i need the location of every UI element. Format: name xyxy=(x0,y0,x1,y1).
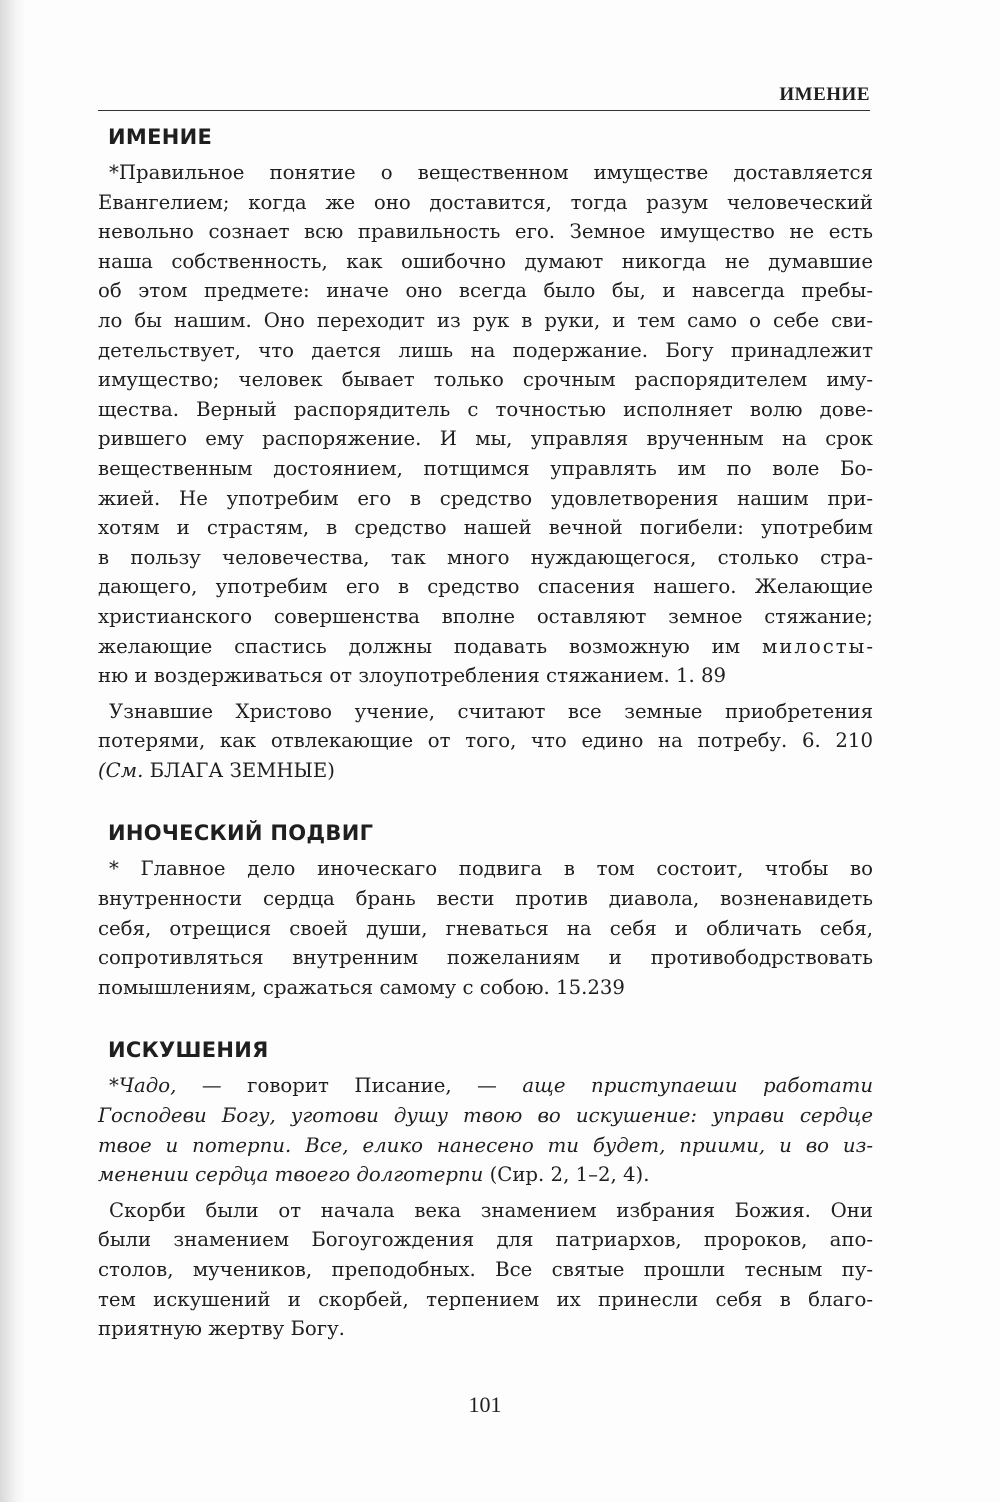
section-heading-inocheskiy-podvig: ИНОЧЕСКИЙ ПОДВИГ xyxy=(108,821,374,846)
text-line xyxy=(98,632,873,662)
text-line: детельствует, что дается лишь на подержание. Богу принадлежит xyxy=(98,338,873,362)
text-line: столов, мучеников, преподобных. Все святые прошли тесным пу- xyxy=(98,1258,873,1281)
text-line: щества. Верный распорядитель с точностью исполняет волю дове- xyxy=(98,397,873,421)
paragraph-inocheskiy-podvig xyxy=(98,854,873,1002)
text-line: в пользу человечества, так много нуждающегося, столько стра- xyxy=(98,545,873,569)
paragraph-imenie-1 xyxy=(98,158,873,691)
page-number-text: 101 xyxy=(468,1392,502,1417)
text-line: хотям и страстям, в средство нашей вечной погибели: употребим xyxy=(98,516,873,540)
text-line: тем искушений и скорбей, терпением их принесли себя в благо- xyxy=(98,1287,873,1311)
quote-text: аще приступаеши работати xyxy=(522,1074,873,1098)
scripture-quote xyxy=(98,1071,873,1189)
section-heading-iskusheniya: ИСКУШЕНИЯ xyxy=(108,1038,269,1063)
text-line: себя, отрещися своей души, гневаться на себя и обличать себя, xyxy=(98,916,873,940)
text-line xyxy=(98,1071,873,1101)
text-line: наша собственность, как ошибочно думают никогда не думавшие xyxy=(98,249,873,273)
text-line: рившего ему распоряжение. И мы, управляя врученным на срок xyxy=(98,427,873,451)
text-line: Узнавшие Христово учение, считают все земные приобретения xyxy=(109,699,873,723)
see-also-prefix: (См. xyxy=(98,758,144,782)
paragraph-iskusheniya-2 xyxy=(98,1196,873,1344)
text-line: *Правильное понятие о вещественном имуществе доставляется xyxy=(109,161,873,184)
text-line: вещественным достоянием, потщимся управлять им по воле Бо- xyxy=(98,456,873,480)
text-line: приятную жертву Богу. xyxy=(98,1317,345,1341)
text-line: * Главное дело иноческаго подвига в том состоит, чтобы во xyxy=(109,857,873,881)
page-number xyxy=(0,1392,1000,1418)
quote-text: менении сердца твоего долготерпи xyxy=(98,1163,484,1187)
paragraph-imenie-2 xyxy=(98,697,873,786)
text-line: Скорби были от начала века знамением избрания Божия. Они xyxy=(109,1198,873,1222)
text-line: помышлениям, сражаться самому с собою. 15.239 xyxy=(98,975,625,999)
text-segment: желающие спастись должны подавать возможную им xyxy=(98,634,741,658)
text-line: дающего, употребим его в средство спасения нашего. Желающие xyxy=(98,575,873,599)
text-line: сопротивляться внутренним пожеланиям и противободрствовать xyxy=(98,946,873,970)
text-line: об этом предмете: иначе оно всегда было бы, и навсегда пребы- xyxy=(98,279,873,303)
scripture-reference: (Сир. 2, 1–2, 4). xyxy=(483,1163,650,1187)
text-line: имущество; человек бывает только срочным распорядителем иму- xyxy=(98,368,873,392)
section-heading-imenie: ИМЕНИЕ xyxy=(108,125,213,149)
text-line: Господеви Богу, уготови душу твою во искушение: управи сердце xyxy=(98,1104,873,1128)
running-head: ИМЕНИЕ xyxy=(98,80,870,111)
text-line: внутренности сердца брань вести против диавола, возненавидеть xyxy=(98,887,873,911)
hyphen: - xyxy=(866,634,873,658)
text-line: твое и потерпи. Все, елико нанесено ти будет, приими, и во из- xyxy=(98,1133,873,1157)
see-also-target: БЛАГА ЗЕМНЫЕ) xyxy=(143,758,335,782)
text-line xyxy=(98,1160,873,1190)
text-line: были знамением Богоугождения для патриархов, пророков, апо- xyxy=(98,1228,873,1252)
quote-word-chado: Чадо, xyxy=(118,1074,177,1098)
asterisk: * xyxy=(109,1074,119,1098)
text-line: христианского совершенства вполне оставляют земное стяжание; xyxy=(98,604,873,628)
text-line: ню и воздерживаться от злоупотребления стяжанием. 1. 89 xyxy=(98,664,727,688)
see-also-reference xyxy=(98,756,873,786)
page-content xyxy=(98,116,873,1344)
spaced-word: милосты xyxy=(761,634,867,658)
text-line: невольно сознает всю правильность его. Земное имущество не есть xyxy=(98,220,873,244)
binding-shadow xyxy=(0,0,26,1502)
text-line: жией. Не употребим его в средство удовлетворения нашим при- xyxy=(98,486,873,510)
text-line: потерями, как отвлекающие от того, что едино на потребу. 6. 210 xyxy=(98,729,873,753)
text-line: ло бы нашим. Оно переходит из рук в руки, и тем само о себе сви- xyxy=(98,308,873,332)
quote-attribution: — говорит Писание, — xyxy=(176,1074,523,1098)
text-line: Евангелием; когда же оно доставится, тогда разум человеческий xyxy=(98,190,873,214)
